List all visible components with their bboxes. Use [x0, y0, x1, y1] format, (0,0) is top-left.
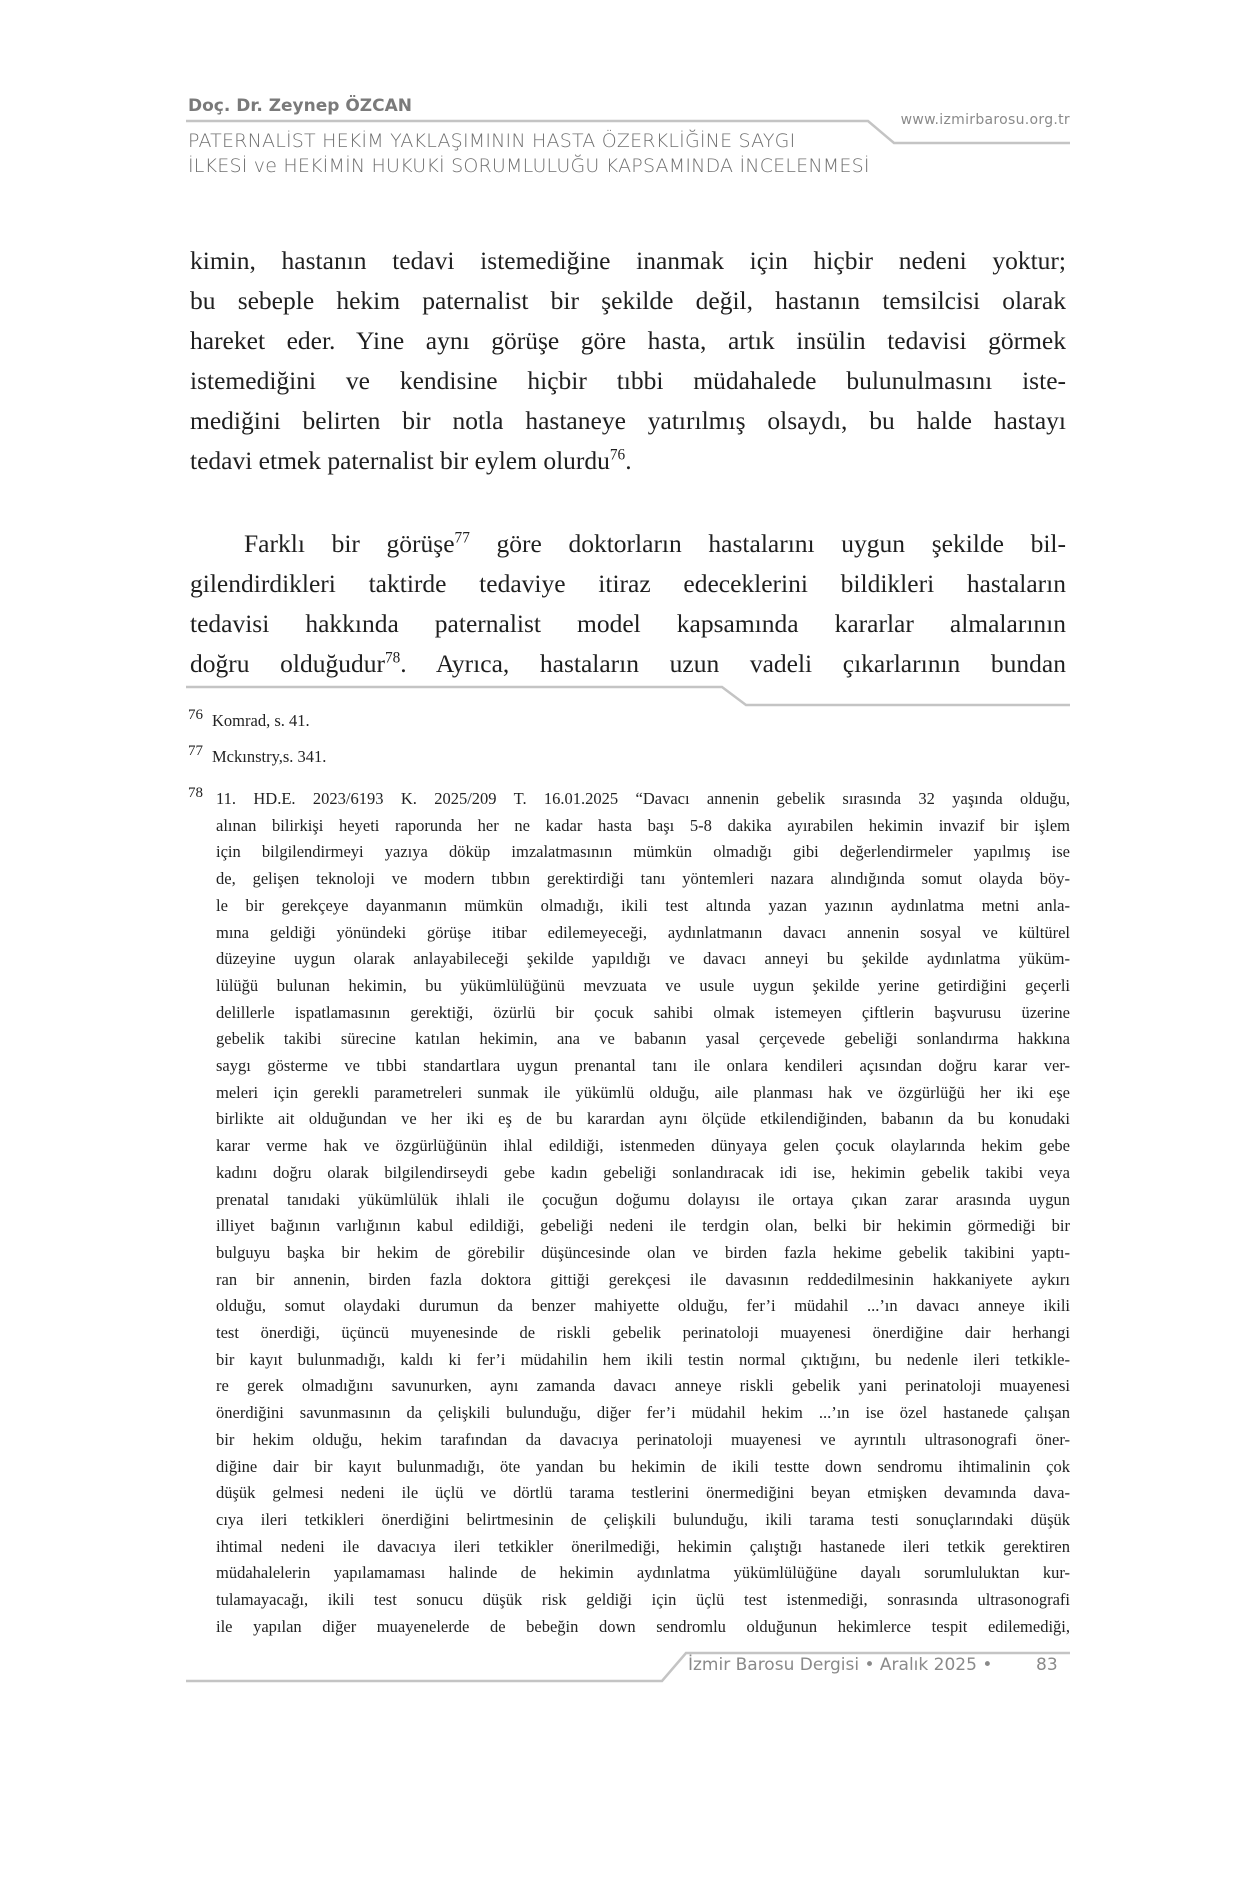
footnote-line: önerdiğini savunmasının da çelişkili bulunduğu, diğer fer’i müdahil hekim ...’ın ise özel hastanede çalışan [216, 1403, 1070, 1423]
text-segment: Farklı bir görüşe [244, 529, 455, 558]
footnote-line: delillerle ispatlamasının gerektiği, özürlü bir çocuk sahibi olmak istemeyen çiftlerin başvurusu üzerine [216, 1002, 1070, 1022]
footnote-line: düzeyine uygun olarak anlayabileceği şekilde yapıldığı ve davacı anneyi bu şekilde aydınlatma yüküm- [216, 949, 1070, 969]
text-segment: göre doktorların hastalarını uygun şekilde bil- [469, 529, 1066, 558]
footnote-number: 76 [188, 707, 203, 723]
footnote-text: Mckınstry,s. 341. [212, 747, 327, 766]
footnote-line: gebelik takibi sürecine katılan hekimin, ana ve babanın yasal çerçevede gebeliği sonlandırma hakkına [216, 1029, 1070, 1049]
footnote-line: birlikte ait olduğundan ve her iki eş de bu karardan aynı ölçüde etkilendiğinden, babanın da bu konudaki [216, 1109, 1070, 1129]
text-segment: tedavi etmek paternalist bir eylem olurdu [190, 446, 610, 475]
page-number: 83 [1036, 1655, 1058, 1675]
text-segment: . Ayrıca, hastaların uzun vadeli çıkarlarının bundan [400, 649, 1066, 678]
footnote-line: test önerdiği, üçüncü muyenesinde de riskli gebelik perinatoloji muayenesi önerdiğine dair herhangi [216, 1323, 1070, 1342]
footnote-line: le bir gerekçeye dayanmanın mümkün olmadığı, ikili test altında yazan yazının aydınlatma metni anla- [216, 895, 1070, 915]
footnote-line: kadını doğru olarak bilgilendirseydi gebe kadın gebeliği sonlandıracak idi ise, hekimin gebelik takibi veya [216, 1162, 1070, 1182]
footnote-number: 78 [188, 785, 203, 801]
footnote-line: meleri için gerekli parametreleri sunmak ile yükümlü olduğu, aile planması hak ve özgürlüğü her iki eşe [216, 1082, 1070, 1102]
footnote-line: cıya ileri tetkikleri önerdiğini belirtmesinin de çelişkili bulunduğu, ikili tarama testi sonuçlarındaki düşük [216, 1509, 1070, 1529]
footnote-line: de, gelişen teknoloji ve modern tıbbın gerektirdiği tanı yöntemleri nazara alındığında somut olayda böy- [216, 869, 1070, 889]
footnote-line: ile yapılan diğer muayenelerde de bebeğin down sendromlu olduğunun hekimlerce tespit edilemediği, [216, 1616, 1070, 1636]
text-line [190, 281, 1066, 321]
text-line [190, 644, 1066, 684]
footnote-reference[interactable]: 77 [454, 529, 470, 547]
text-segment: kimin, hastanın tedavi istemediğine inanmak için hiçbir nedeni yoktur; [190, 246, 1066, 275]
text-line [190, 241, 1066, 281]
author-name: Doç. Dr. Zeynep ÖZCAN [188, 96, 412, 116]
text-line [190, 321, 1066, 361]
footnote-separator [186, 687, 1070, 705]
footnote-line: alınan bilirkişi heyeti raporunda her ne kadar hasta başı 5-8 dakika ayırabilen hekimin invazif bir işlem [216, 815, 1070, 835]
article-title-line: İLKESİ ve HEKİMİN HUKUKİ SORUMLULUĞU KAPSAMINDA İNCELENMESİ [188, 155, 870, 177]
text-segment: istemediğini ve kendisine hiçbir tıbbi müdahalede bulunulmasını iste- [190, 366, 1066, 395]
footnote-reference[interactable]: 76 [609, 446, 626, 464]
footnote-line: için bilgilendirmeyi yazıya döküp imzalatmasının mümkün olmadığı gibi değerlendirmeler yapılmış ise [216, 842, 1070, 862]
text-line [190, 401, 1066, 441]
text-segment: bu sebeple hekim paternalist bir şekilde değil, hastanın temsilcisi olarak [190, 286, 1066, 315]
footnote-line: ran bir annenin, birden fazla doktora gittiği gerekçesi ile davasının reddedilmesinin hakkaniyete aykırı [216, 1269, 1070, 1289]
text-line [190, 441, 1066, 481]
journal-footer: İzmir Barosu Dergisi • Aralık 2025 • [688, 1655, 993, 1675]
footnote-line: karar verme hak ve özgürlüğünün ihlal edildiği, istenmeden dünyaya gelen çocuk olaylarında hekim gebe [216, 1136, 1070, 1156]
text-segment: doğru olduğudur [190, 649, 385, 678]
footnote-line: bir hekim olduğu, hekim tarafından da davacıya perinatoloji muayenesi ve ayrıntılı ultrasonografi öner- [216, 1429, 1070, 1449]
footnote-line: re gerek olmadığını savunurken, aynı zamanda davacı anneye riskli gebelik yani perinatoloji muayenesi [216, 1376, 1070, 1396]
footnote-reference[interactable]: 78 [384, 649, 401, 667]
text-segment: hareket eder. Yine aynı görüşe göre hasta, artık insülin tedavisi görmek [190, 326, 1066, 355]
footnote-line: tulamayacağı, ikili test sonucu düşük risk geldiği için üçlü test istenmediği, sonrasında ultrasonografi [216, 1590, 1070, 1609]
text-segment: gilendirdikleri taktirde tedaviye itiraz edeceklerini bildikleri hastaların [190, 569, 1066, 598]
text-line [190, 361, 1066, 401]
footnote-line: bulguyu başka bir hekim de görebilir düşüncesinde olan ve birden fazla hekime gebelik takibini yaptı- [216, 1242, 1070, 1262]
text-segment: mediğini belirten bir notla hastaneye yatırılmış olsaydı, bu halde hastayı [190, 406, 1066, 435]
footnote-line: illiyet bağının varlığının kabul edildiği, gebeliği nedeni ile terdgin olan, belki bir hekimin görmediği bir [216, 1216, 1070, 1236]
footnote-line: ihtimal nedeni ile davacıya ileri tetkikler önerilmediği, hekimin çalıştığı hastanede ileri tetkik gerektiren [216, 1536, 1070, 1556]
website-url: www.izmirbarosu.org.tr [900, 112, 1070, 128]
article-title [188, 129, 870, 179]
text-line [244, 524, 1066, 564]
footnote-line: saygı gösterme ve tıbbi standartlara uygun prenantal tanı ile onlara kendileri açısından doğru karar ver- [216, 1056, 1070, 1075]
footnote-line: diğine dair bir kayıt bulunmadığı, öte yandan bu hekimin de ikili testte down sendromu ihtimalinin çok [216, 1456, 1070, 1476]
footnote-line: olduğu, somut olaydaki durumun da benzer mahiyette olduğu, fer’i müdahil ...’ın davacı anneye ikili [216, 1296, 1070, 1316]
footnote-line: müdahalelerin yapılamaması halinde de hekimin aydınlatma yükümlülüğüne dayalı sorumluluktan kur- [216, 1563, 1070, 1583]
text-line [190, 564, 1066, 604]
text-line [190, 604, 1066, 644]
footnote-line: lülüğü bulunan hekimin, bu yükümlülüğünü mevzuata ve usule uygun şekilde yerine getirdiğini geçerli [216, 975, 1070, 995]
text-segment: tedavisi hakkında paternalist model kapsamında kararlar almalarının [190, 609, 1066, 638]
text-segment: . [625, 446, 632, 475]
footnote-line: mına geldiği yönündeki görüşe itibar edilemeyeceği, aydınlatmanın davacı annenin sosyal ve kültürel [216, 922, 1070, 942]
article-title-line: PATERNALİST HEKİM YAKLAŞIMININ HASTA ÖZERKLİĞİNE SAYGI [188, 130, 796, 152]
footnote-line: bir kayıt bulunmadığı, kaldı ki fer’i müdahilin hem ikili testin normal çıktığını, bu nedenle ileri tetkikle- [216, 1349, 1070, 1369]
footnote-line: düşük gelmesi nedeni ile üçlü ve dörtlü tarama testlerini önermediğini beyan etmişken devamında dava- [216, 1483, 1070, 1503]
footnote-line: prenatal tanıdaki yükümlülük ihlali ile çocuğun doğumu dolayısı ile ortaya çıkan zarar arasında uygun [216, 1189, 1070, 1209]
footnote-line: 11. HD.E. 2023/6193 K. 2025/209 T. 16.01.2025 “Davacı annenin gebelik sırasında 32 yaşında olduğu, [216, 789, 1070, 808]
footnote-text: Komrad, s. 41. [212, 711, 310, 730]
footnote-number: 77 [188, 743, 203, 759]
